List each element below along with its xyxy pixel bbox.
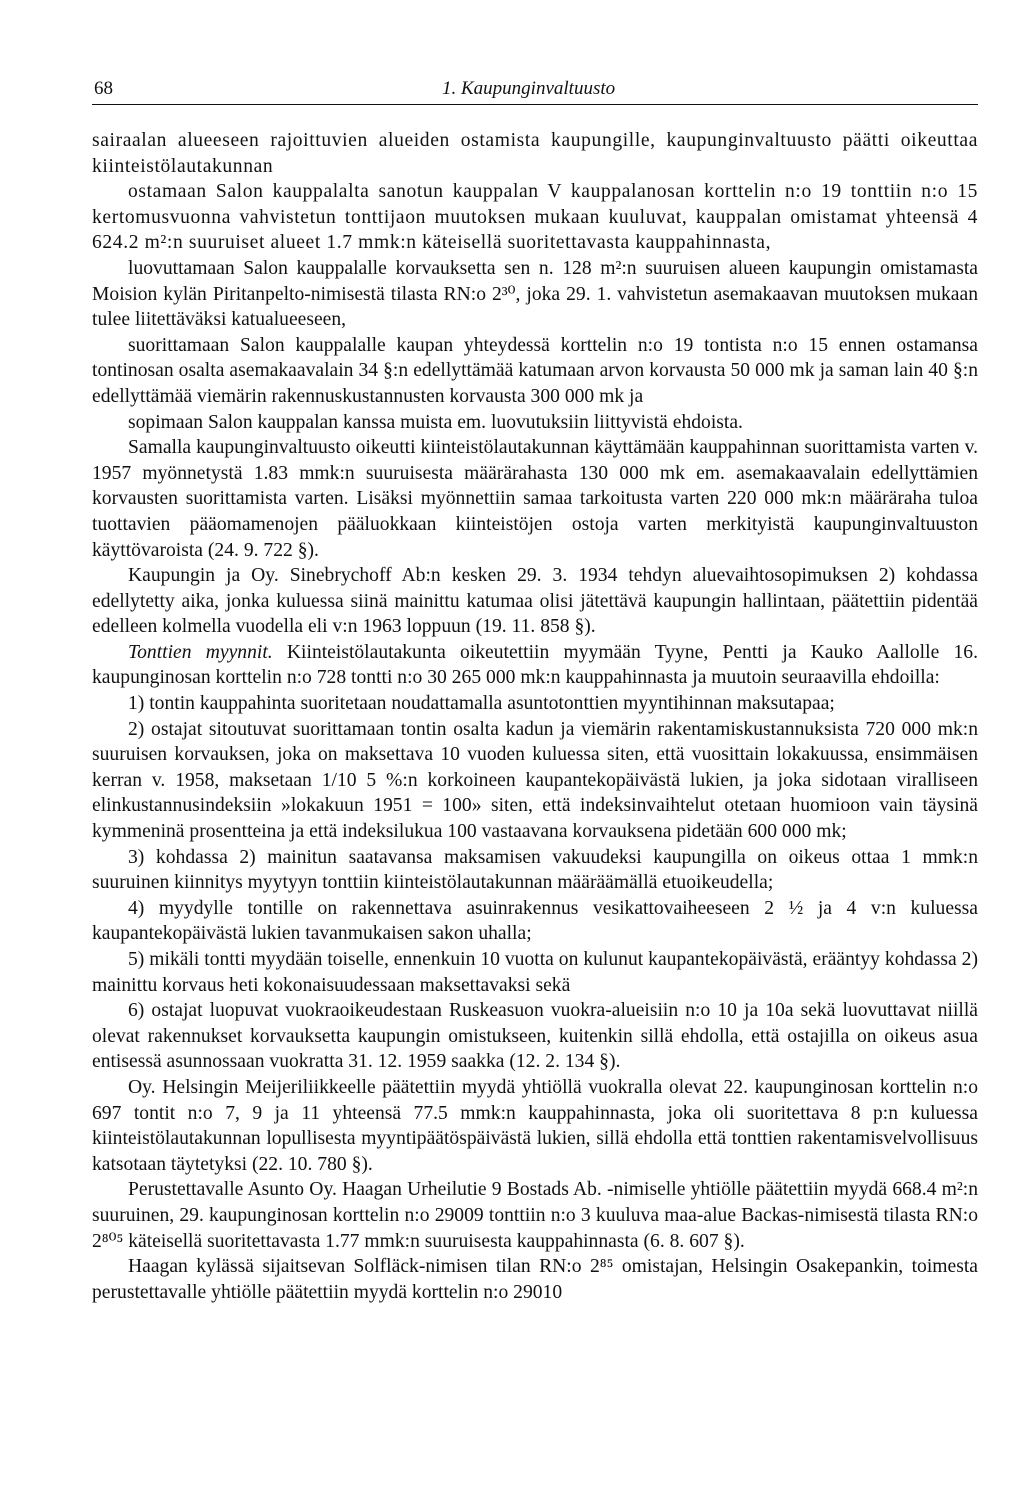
body-text <box>92 128 978 1305</box>
list-item: 5) mikäli tontti myydään toiselle, ennenkuin 10 vuotta on kulunut kaupantekopäivästä, erääntyy kohdassa 2) mainittu korvaus heti kokonaisuudessaan maksettavaksi sekä <box>92 949 978 996</box>
paragraph: sopimaan Salon kauppalan kanssa muista em. luovutuksiin liittyvistä ehdoista. <box>128 411 743 433</box>
paragraph: Samalla kaupunginvaltuusto oikeutti kiinteistölautakunnan käyttämään kauppahinnan suorittamista varten v. 1957 myönnetystä 1.83 mmk:n suuruisesta määrärahasta 130 000 mk em. asemakaavalain edellyttämien korvausten suorittamista varten. Lisäksi myönnettiin samaa tarkoitusta varten 220 000 mk:n määräraha tuloa tuottavien pääomamenojen pääluokkaan kiinteistöjen ostoja varten merkityistä kaupunginvaltuuston käyttövaroista (24. 9. 722 §). <box>92 437 978 561</box>
list-item: 1) tontin kauppahinta suoritetaan noudattamalla asuntotonttien myyntihinnan maksutapaa; <box>128 693 835 715</box>
paragraph: Kaupungin ja Oy. Sinebrychoff Ab:n kesken 29. 3. 1934 tehdyn aluevaihtosopimuksen 2) kohdassa edellytetty aika, jonka kuluessa siinä mainittu katumaa olisi jätettävä kaupungin hallintaan, päätettiin pidentää edelleen kolmella vuodella eli v:n 1963 loppuun (19. 11. 858 §). <box>92 565 978 638</box>
section-heading: Tonttien myynnit. <box>128 641 273 663</box>
running-title: 1. Kaupunginvaltuusto <box>442 78 616 99</box>
list-item: 6) ostajat luopuvat vuokraoikeudestaan Ruskeasuon vuokra-alueisiin n:o 10 ja 10a sekä luovuttavat niillä olevat rakennukset korvauksetta kaupungin omistukseen, kuitenkin sillä ehdolla, että ostajilla on oikeus asua entisessä asunnossaan vuokratta 31. 12. 1959 saakka (12. 2. 134 §). <box>92 1000 978 1073</box>
list-item: 2) ostajat sitoutuvat suorittamaan tontin osalta kadun ja viemärin rakentamiskustannuksista 720 000 mk:n suuruisen korvauksen, joka on maksettava 10 vuoden kuluessa siten, että vuosittain lokakuussa, ensimmäisen kerran v. 1958, maksetaan 1/10 5 %:n korkoineen kaupantekopäivästä lukien, ja joka sidotaan viralliseen elinkustannusindeksiin »lokakuun 1951 = 100» siten, että indeksinvaihtelut otetaan huomioon vain täysinä kymmeninä prosentteina ja että indeksilukua 100 vastaavana korvauksena pidetään 600 000 mk; <box>92 718 978 843</box>
page-header <box>92 78 978 105</box>
page-number: 68 <box>94 78 113 99</box>
paragraph: luovuttamaan Salon kauppalalle korvauksetta sen n. 128 m²:n suuruisen alueen kaupungin omistamasta Moision kylän Piritanpelto-nimisestä tilasta RN:o 2³⁰, joka 29. 1. vahvistetun asemakaavan muutoksen mukaan tulee liitettäväksi katualueeseen, <box>92 257 978 331</box>
paragraph: Oy. Helsingin Meijeriliikkeelle päätettiin myydä yhtiöllä vuokralla olevat 22. kaupunginosan korttelin n:o 697 tontit n:o 7, 9 ja 11 yhteensä 77.5 mmk:n kauppahinnasta, joka oli suoritettava 8 p:n kuluessa kiinteistölautakunnan lopullisesta myyntipäätöspäivästä lukien, sillä ehdolla että tonttien rakentamisvelvollisuus katsotaan täytetyksi (22. 10. 780 §). <box>92 1076 978 1175</box>
paragraph: Haagan kylässä sijaitsevan Solfläck-nimisen tilan RN:o 2⁸⁵ omistajan, Helsingin Osakepankin, toimesta perustettavalle yhtiölle päätettiin myydä korttelin n:o 29010 <box>92 1256 978 1303</box>
list-item: 3) kohdassa 2) mainitun saatavansa maksamisen vakuudeksi kaupungilla on oikeus ottaa 1 mmk:n suuruinen kiinnitys myytyyn tonttiin kiinteistölautakunnan määräämällä etuoikeudella; <box>92 846 978 894</box>
paragraph-text: Kiinteistölautakunta oikeutettiin myymään Tyyne, Pentti ja Kauko Aallolle 16. kaupunginosan korttelin n:o 728 tontti n:o 30 265 000 mk:n kauppahinnasta ja muutoin seuraavilla ehdoilla: <box>92 641 978 689</box>
list-item: 4) myydylle tontille on rakennettava asuinrakennus vesikattovaiheeseen 2 ½ ja 4 v:n kuluessa kaupantekopäivästä lukien tavanmukaisen sakon uhalla; <box>92 897 978 945</box>
paragraph: Perustettavalle Asunto Oy. Haagan Urheilutie 9 Bostads Ab. -nimiselle yhtiölle päätettiin myydä 668.4 m²:n suuruinen, 29. kaupunginosan korttelin n:o 29009 tonttiin n:o 3 kuuluva maa-alue Backas-nimisestä tilasta RN:o 2⁸⁰⁵ käteisellä suoritettavasta 1.77 mmk:n suuruisesta kauppahinnasta (6. 8. 607 §). <box>92 1179 978 1252</box>
paragraph: sairaalan alueeseen rajoittuvien alueiden ostamista kaupungille, kaupunginvaltuusto päätti oikeuttaa kiinteistölautakunnan <box>92 130 978 177</box>
paragraph: ostamaan Salon kauppalalta sanotun kauppalan V kauppalanosan korttelin n:o 19 tonttiin n:o 15 kertomusvuonna vahvistetun tonttijaon muutoksen mukaan kuuluvat, kauppalan omistamat yhteensä 4 624.2 m²:n suuruiset alueet 1.7 mmk:n käteisellä suoritettavasta kauppahinnasta, <box>92 181 978 254</box>
paragraph <box>92 640 978 691</box>
paragraph: suorittamaan Salon kauppalalle kaupan yhteydessä korttelin n:o 19 tontista n:o 15 ennen ostamansa tontinosan osalta asemakaavalain 34 §:n edellyttämää katumaan arvon korvausta 50 000 mk ja saman lain 40 §:n edellyttämää viemärin rakennuskustannusten korvausta 300 000 mk ja <box>92 334 978 407</box>
